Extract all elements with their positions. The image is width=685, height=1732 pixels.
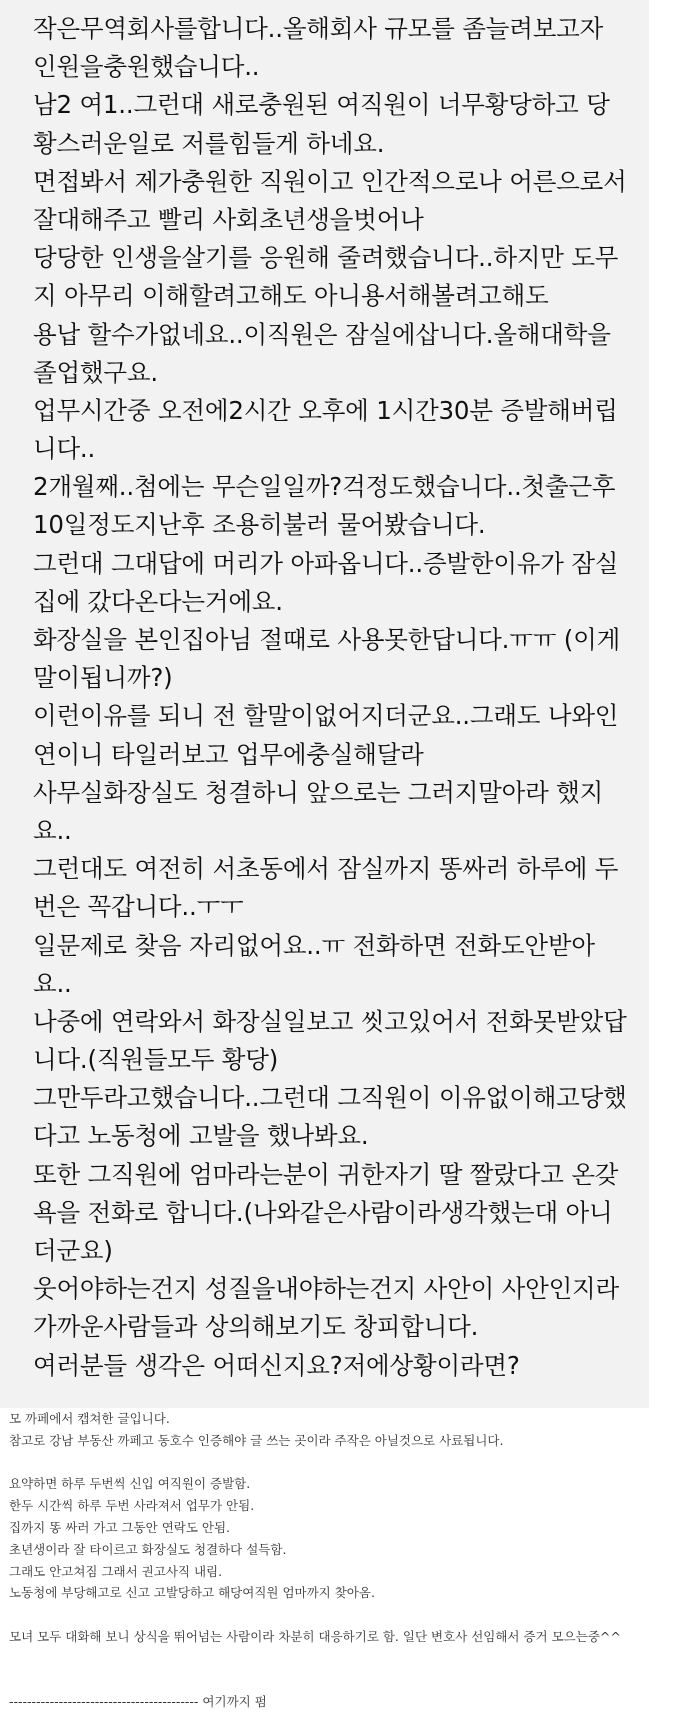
- post-line: 니다..: [33, 434, 96, 464]
- summary-line: 한두 시간씩 하루 두번 사라져서 업무가 안됨.: [9, 1498, 255, 1514]
- post-line: 당당한 인생을살기를 응원해 줄려했습니다..하지만 도무: [33, 243, 619, 273]
- summary-line: 초년생이라 잘 타이르고 화장실도 청결하다 설득함.: [9, 1541, 287, 1557]
- post-line: 용납 할수가없네요..이직원은 잠실에삽니다.올해대학을: [33, 319, 611, 349]
- summary-line: 요약하면 하루 두번씩 신입 여직원이 증발함.: [9, 1476, 251, 1492]
- post-line: 연이니 타일러보고 업무에충실해달라: [33, 739, 424, 769]
- post-line: 화장실을 본인집아님 절때로 사용못한답니다.ㅠㅠ (이게: [33, 625, 621, 654]
- post-line: 졸업했구요.: [33, 357, 158, 387]
- post-line: 또한 그직원에 엄마라는분이 귀한자기 딸 짤랐다고 온갖: [33, 1159, 619, 1189]
- post-line: 작은무역회사를합니다..올해회사 규모를 좀늘려보고자: [33, 14, 604, 43]
- note-context-line: 참고로 강남 부동산 까페고 동호수 인증해야 글 쓰는 곳이라 주작은 아닐것으로 사료됩니다.: [9, 1432, 504, 1448]
- poster-note: [9, 1408, 679, 1648]
- post-line: 니다.(직원들모두 황당): [33, 1045, 279, 1075]
- post-line: 이런이유를 되니 전 할말이없어지더군요..그래도 나와인: [33, 701, 619, 731]
- post-line: 번은 꼭갑니다..ㅜㅜ: [33, 892, 244, 922]
- captured-post-body: [33, 10, 645, 1385]
- note-spacer: [9, 1452, 679, 1474]
- post-line: 지 아무리 이해할려고해도 아니용서해볼려고해도: [33, 281, 549, 311]
- post-line: 면접봐서 제가충원한 직원이고 인간적으로나 어른으로서: [33, 166, 627, 196]
- post-line: 나중에 연락와서 화장실일보고 씻고있어서 전화못받았답: [33, 1006, 627, 1036]
- summary-line: 집까지 똥 싸러 가고 그동안 연락도 안됨.: [9, 1519, 231, 1535]
- post-line: 요..: [33, 968, 72, 998]
- post-line: 집에 갔다온다는거에요.: [33, 586, 283, 616]
- post-line: 10일정도지난후 조용히불러 물어봤습니다.: [33, 510, 486, 540]
- post-line: 황스러운일로 저를힘들게 하네요.: [33, 128, 385, 158]
- post-line: 2개월째..첨에는 무슨일일까?걱정도했습니다..첫출근후: [33, 472, 616, 502]
- post-line: 사무실화장실도 청결하니 앞으로는 그러지말아라 했지: [33, 777, 604, 807]
- post-line: 그런대도 여전히 서초동에서 잠실까지 똥싸러 하루에 두: [33, 854, 619, 884]
- note-conclusion-line: 모녀 모두 대화해 보니 상식을 뛰어넘는 사람이라 차분히 대응하기로 함. 일단 변호사 선임해서 증거 모으는중^^: [9, 1628, 621, 1644]
- post-line: 요..: [33, 815, 72, 845]
- end-of-repost-divider: ------------------------------------------ 여기까지 펌: [9, 1694, 267, 1709]
- post-line: 잘대해주고 빨리 사회초년생을벗어나: [33, 204, 424, 234]
- post-line: 여러분들 생각은 어떠신지요?저에상황이라면?: [33, 1350, 520, 1380]
- post-line: 그만두라고했습니다..그런대 그직원이 이유없이해고당했: [33, 1083, 627, 1113]
- note-spacer: [9, 1604, 679, 1626]
- post-line: 웃어야하는건지 성질을내야하는건지 사안이 사안인지라: [33, 1274, 619, 1304]
- post-line: 더군요): [33, 1236, 113, 1265]
- post-line: 말이됩니까?): [33, 663, 173, 693]
- post-line: 가까운사람들과 상의해보기도 창피합니다.: [33, 1312, 479, 1342]
- post-line: 다고 노동청에 고발을 했나봐요.: [33, 1121, 369, 1151]
- summary-line: 그래도 안고쳐짐 그래서 권고사직 내림.: [9, 1563, 223, 1579]
- post-line: 남2 여1..그런대 새로충원된 여직원이 너무황당하고 당: [33, 90, 610, 120]
- note-source-line: 모 까페에서 캡쳐한 글입니다.: [9, 1411, 170, 1426]
- post-line: 욕을 전화로 합니다.(나와같은사람이라생각했는대 아니: [33, 1197, 613, 1227]
- post-line: 일문제로 찾음 자리없어요..ㅠ 전화하면 전화도안받아: [33, 930, 595, 960]
- post-line: 그런대 그대답에 머리가 아파옵니다..증발한이유가 잠실: [33, 548, 619, 578]
- summary-line: 노동청에 부당해고로 신고 고발당하고 해당여직원 엄마까지 찾아옴.: [9, 1585, 375, 1601]
- post-line: 인원을충원했습니다..: [33, 52, 260, 82]
- post-line: 업무시간중 오전에2시간 오후에 1시간30분 증발해버립: [33, 395, 618, 425]
